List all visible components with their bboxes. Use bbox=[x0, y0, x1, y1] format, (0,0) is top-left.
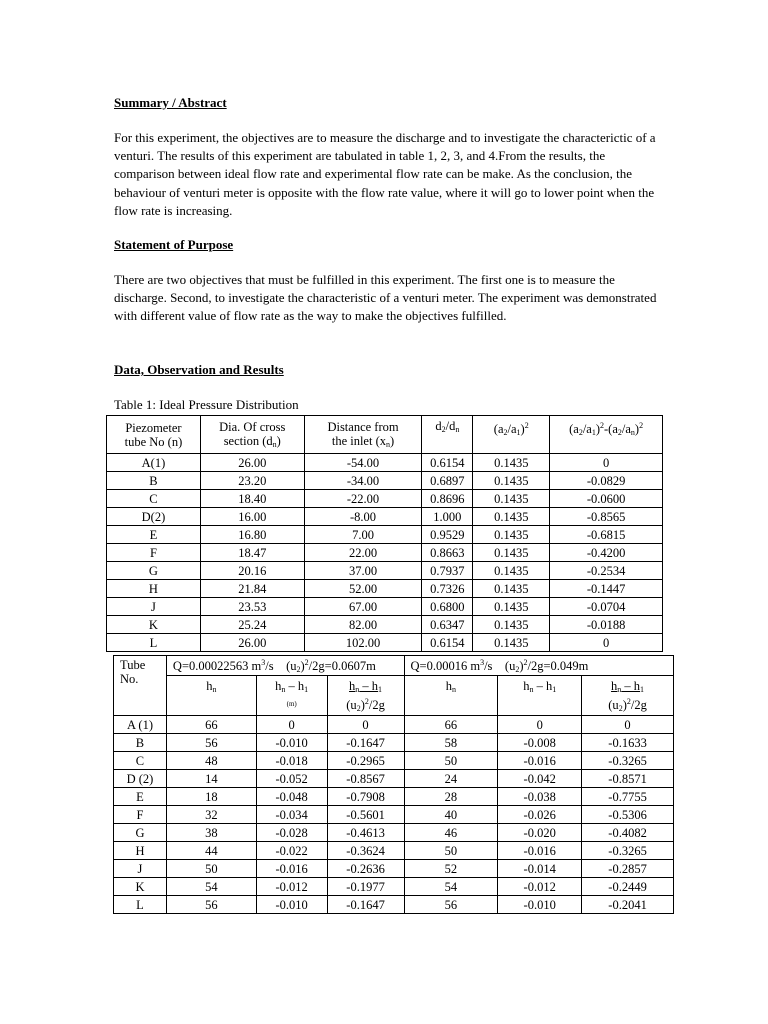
table-cell: -0.8571 bbox=[582, 770, 674, 788]
table-cell: 23.53 bbox=[200, 598, 304, 616]
table-row bbox=[107, 562, 663, 580]
measured-pressure-table bbox=[113, 655, 674, 914]
table-cell: -0.1647 bbox=[327, 896, 404, 914]
table-cell: 56 bbox=[404, 896, 498, 914]
table-cell: 67.00 bbox=[304, 598, 422, 616]
table-cell: -0.7908 bbox=[327, 788, 404, 806]
table-cell: B bbox=[114, 734, 167, 752]
table-cell: 54 bbox=[166, 878, 256, 896]
table-cell: D (2) bbox=[114, 770, 167, 788]
table-cell: -0.1447 bbox=[550, 580, 663, 598]
table-cell: -0.8567 bbox=[327, 770, 404, 788]
table-cell: -0.0600 bbox=[550, 490, 663, 508]
table-cell: C bbox=[107, 490, 201, 508]
table-cell: A (1) bbox=[114, 716, 167, 734]
summary-heading: Summary / Abstract bbox=[114, 95, 227, 110]
table-cell: F bbox=[114, 806, 167, 824]
table-cell: 0 bbox=[256, 716, 327, 734]
table-cell: -0.0829 bbox=[550, 472, 663, 490]
table-cell: -0.1647 bbox=[327, 734, 404, 752]
table-cell: 26.00 bbox=[200, 634, 304, 652]
table-cell: -0.012 bbox=[498, 878, 582, 896]
table-cell: 18.40 bbox=[200, 490, 304, 508]
header-distance: Distance from the inlet (xn) bbox=[304, 416, 422, 454]
table-cell: -0.3265 bbox=[582, 842, 674, 860]
table-cell: 56 bbox=[166, 734, 256, 752]
table-cell: 32 bbox=[166, 806, 256, 824]
table-cell: H bbox=[114, 842, 167, 860]
table-cell: F bbox=[107, 544, 201, 562]
table-cell: 0.6800 bbox=[422, 598, 473, 616]
table-cell: 0.1435 bbox=[473, 508, 550, 526]
table-cell: -0.3624 bbox=[327, 842, 404, 860]
table-cell: 16.00 bbox=[200, 508, 304, 526]
header-area-ratio: $(a2/a1)^2$ bbox=[473, 416, 550, 454]
table-cell: 0.1435 bbox=[473, 472, 550, 490]
table-cell: G bbox=[107, 562, 201, 580]
table-cell: -0.016 bbox=[498, 752, 582, 770]
table-cell: 66 bbox=[404, 716, 498, 734]
table-cell: -0.020 bbox=[498, 824, 582, 842]
table-cell: 66 bbox=[166, 716, 256, 734]
table-cell: -0.4613 bbox=[327, 824, 404, 842]
table-row bbox=[114, 842, 674, 860]
header-piezometer: Piezometer tube No (n) bbox=[107, 416, 201, 454]
table-row bbox=[107, 526, 663, 544]
table-cell: 25.24 bbox=[200, 616, 304, 634]
table-row bbox=[107, 544, 663, 562]
table-cell: -0.010 bbox=[256, 734, 327, 752]
table-cell: -0.016 bbox=[498, 842, 582, 860]
table-cell: 37.00 bbox=[304, 562, 422, 580]
table-cell: 0.1435 bbox=[473, 454, 550, 472]
table-cell: -0.7755 bbox=[582, 788, 674, 806]
table-cell: 1.000 bbox=[422, 508, 473, 526]
results-heading: Data, Observation and Results bbox=[114, 362, 284, 377]
table-cell: -0.010 bbox=[256, 896, 327, 914]
table-cell: -0.018 bbox=[256, 752, 327, 770]
table-cell: 102.00 bbox=[304, 634, 422, 652]
table-cell: -0.038 bbox=[498, 788, 582, 806]
table-cell: 0 bbox=[498, 716, 582, 734]
table-cell: -8.00 bbox=[304, 508, 422, 526]
header-hn-minus-h1-1: hn – h1 (m) bbox=[256, 676, 327, 716]
header-flow-2: Q=0.00016 $m^3/s$ $(u2)^2/2g=0.049m$ bbox=[404, 656, 674, 676]
table-cell: L bbox=[107, 634, 201, 652]
table-cell: 0.8696 bbox=[422, 490, 473, 508]
table-cell: 38 bbox=[166, 824, 256, 842]
table-cell: 0.6154 bbox=[422, 634, 473, 652]
table-cell: -0.048 bbox=[256, 788, 327, 806]
table-row bbox=[114, 824, 674, 842]
table-cell: 0.7326 bbox=[422, 580, 473, 598]
header-ratio-1: hn – h1 $(u2)^2/2g$ bbox=[327, 676, 404, 716]
table-cell: -22.00 bbox=[304, 490, 422, 508]
table-cell: -54.00 bbox=[304, 454, 422, 472]
table-cell: -0.042 bbox=[498, 770, 582, 788]
table-cell: 0.1435 bbox=[473, 580, 550, 598]
table-cell: K bbox=[114, 878, 167, 896]
table-cell: 28 bbox=[404, 788, 498, 806]
table-cell: 0.1435 bbox=[473, 616, 550, 634]
table-cell: -0.012 bbox=[256, 878, 327, 896]
table-cell: -0.0704 bbox=[550, 598, 663, 616]
table-cell: 18 bbox=[166, 788, 256, 806]
table-cell: 0.6154 bbox=[422, 454, 473, 472]
table-cell: 0.7937 bbox=[422, 562, 473, 580]
table-row bbox=[107, 580, 663, 598]
table-cell: J bbox=[114, 860, 167, 878]
table-row bbox=[107, 634, 663, 652]
table-cell: -0.5601 bbox=[327, 806, 404, 824]
table-cell: 0 bbox=[327, 716, 404, 734]
table-cell: -0.3265 bbox=[582, 752, 674, 770]
table-row bbox=[114, 878, 674, 896]
table-cell: L bbox=[114, 896, 167, 914]
table-cell: 46 bbox=[404, 824, 498, 842]
table-cell: 14 bbox=[166, 770, 256, 788]
table-cell: -0.010 bbox=[498, 896, 582, 914]
table-cell: 58 bbox=[404, 734, 498, 752]
table-row bbox=[114, 806, 674, 824]
header-hn-minus-h1-2: hn – h1 bbox=[498, 676, 582, 716]
table-row bbox=[107, 508, 663, 526]
table2-column-header-row bbox=[114, 676, 674, 716]
table-cell: 50 bbox=[166, 860, 256, 878]
table-row bbox=[107, 454, 663, 472]
table-cell: -0.4082 bbox=[582, 824, 674, 842]
table-cell: C bbox=[114, 752, 167, 770]
table-cell: 0.1435 bbox=[473, 526, 550, 544]
table-cell: 0.6897 bbox=[422, 472, 473, 490]
table-cell: 82.00 bbox=[304, 616, 422, 634]
table1-header-row bbox=[107, 416, 663, 454]
table-cell: 0 bbox=[582, 716, 674, 734]
table-row bbox=[114, 734, 674, 752]
table-cell: 18.47 bbox=[200, 544, 304, 562]
table-cell: 0.8663 bbox=[422, 544, 473, 562]
table-cell: -0.2449 bbox=[582, 878, 674, 896]
table-cell: 0.1435 bbox=[473, 562, 550, 580]
table-cell: 44 bbox=[166, 842, 256, 860]
table-row bbox=[114, 752, 674, 770]
table2-flow-header-row bbox=[114, 656, 674, 676]
table-cell: -0.034 bbox=[256, 806, 327, 824]
ideal-pressure-table bbox=[106, 415, 663, 652]
table-cell: 16.80 bbox=[200, 526, 304, 544]
table-cell: 0 bbox=[550, 634, 663, 652]
table-cell: 26.00 bbox=[200, 454, 304, 472]
table-cell: 54 bbox=[404, 878, 498, 896]
table-cell: -0.0188 bbox=[550, 616, 663, 634]
table-cell: 7.00 bbox=[304, 526, 422, 544]
table-cell: 0.1435 bbox=[473, 634, 550, 652]
table-cell: -0.2857 bbox=[582, 860, 674, 878]
table-cell: 0.1435 bbox=[473, 598, 550, 616]
table-cell: 52.00 bbox=[304, 580, 422, 598]
table-cell: 50 bbox=[404, 752, 498, 770]
summary-paragraph: For this experiment, the objectives are to measure the discharge and to investigate the characterictic of a venturi. The results of this experiment are tabulated in table 1, 2, 3, and 4.From the results, the comparison between ideal flow rate and experimental flow rate can be make. As the conclusion, the behaviour of venturi meter is opposite with the flow rate value, where it will go to lower point when the flow rate is increasing. bbox=[114, 130, 656, 218]
table-cell: 0 bbox=[550, 454, 663, 472]
header-diameter: Dia. Of cross section (dn) bbox=[200, 416, 304, 454]
table-cell: -0.014 bbox=[498, 860, 582, 878]
table-row bbox=[107, 598, 663, 616]
table-cell: E bbox=[107, 526, 201, 544]
table-cell: -0.008 bbox=[498, 734, 582, 752]
table-cell: 56 bbox=[166, 896, 256, 914]
table-cell: A(1) bbox=[107, 454, 201, 472]
header-diameter-ratio: d2/dn bbox=[422, 416, 473, 454]
table-cell: -0.2534 bbox=[550, 562, 663, 580]
table-cell: G bbox=[114, 824, 167, 842]
table-cell: H bbox=[107, 580, 201, 598]
table-cell: 50 bbox=[404, 842, 498, 860]
table-cell: -0.016 bbox=[256, 860, 327, 878]
header-hn-2: hn bbox=[404, 676, 498, 716]
table-cell: -34.00 bbox=[304, 472, 422, 490]
table-row bbox=[107, 616, 663, 634]
table-cell: 20.16 bbox=[200, 562, 304, 580]
table-cell: 48 bbox=[166, 752, 256, 770]
table-cell: 0.1435 bbox=[473, 490, 550, 508]
table-cell: -0.2041 bbox=[582, 896, 674, 914]
table-cell: -0.026 bbox=[498, 806, 582, 824]
table-cell: J bbox=[107, 598, 201, 616]
table-cell: -0.2636 bbox=[327, 860, 404, 878]
table-cell: -0.2965 bbox=[327, 752, 404, 770]
table-cell: -0.022 bbox=[256, 842, 327, 860]
header-flow-1: Q=0.00022563 $m^3/s$ $(u2)^2/2g=0.0607m$ bbox=[166, 656, 404, 676]
table-cell: 0.9529 bbox=[422, 526, 473, 544]
purpose-paragraph: There are two objectives that must be fulfilled in this experiment. The first one is to measure the discharge. Second, to investigate the characteristic of a venturi meter. The experiment was demonstrated with different value of flow rate as the way to make the objectives fulfilled. bbox=[114, 272, 657, 324]
table-cell: -0.1977 bbox=[327, 878, 404, 896]
table-row bbox=[114, 860, 674, 878]
table-cell: E bbox=[114, 788, 167, 806]
table-row bbox=[114, 716, 674, 734]
table1-caption: Table 1: Ideal Pressure Distribution bbox=[114, 397, 299, 412]
table-cell: -0.6815 bbox=[550, 526, 663, 544]
header-ratio-2: hn – h1 $(u2)^2/2g$ bbox=[582, 676, 674, 716]
table-cell: B bbox=[107, 472, 201, 490]
table-cell: -0.1633 bbox=[582, 734, 674, 752]
table-row bbox=[114, 788, 674, 806]
header-area-difference: $(a2/a1)^2-(a2/an)^2$ bbox=[550, 416, 663, 454]
table-row bbox=[107, 472, 663, 490]
table-cell: 22.00 bbox=[304, 544, 422, 562]
table-cell: 40 bbox=[404, 806, 498, 824]
table-cell: 23.20 bbox=[200, 472, 304, 490]
table-cell: -0.5306 bbox=[582, 806, 674, 824]
table-row bbox=[114, 896, 674, 914]
header-tube-no: Tube No. bbox=[114, 656, 167, 716]
table-cell: -0.8565 bbox=[550, 508, 663, 526]
table-cell: 52 bbox=[404, 860, 498, 878]
table-cell: 24 bbox=[404, 770, 498, 788]
purpose-heading: Statement of Purpose bbox=[114, 237, 234, 252]
table-cell: -0.4200 bbox=[550, 544, 663, 562]
table-cell: 0.1435 bbox=[473, 544, 550, 562]
table-cell: K bbox=[107, 616, 201, 634]
table-row bbox=[107, 490, 663, 508]
table-cell: -0.028 bbox=[256, 824, 327, 842]
table-cell: 21.84 bbox=[200, 580, 304, 598]
table-row bbox=[114, 770, 674, 788]
header-hn-1: hn bbox=[166, 676, 256, 716]
table-cell: D(2) bbox=[107, 508, 201, 526]
table-cell: -0.052 bbox=[256, 770, 327, 788]
table-cell: 0.6347 bbox=[422, 616, 473, 634]
